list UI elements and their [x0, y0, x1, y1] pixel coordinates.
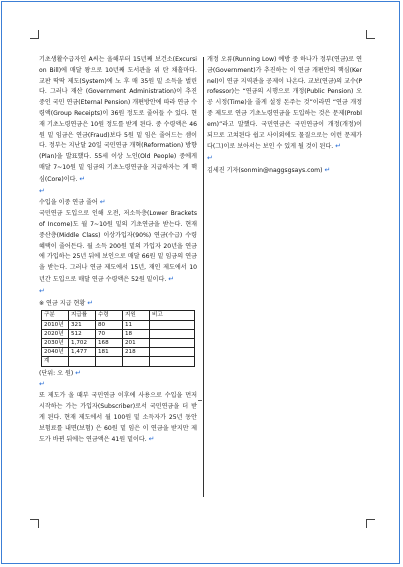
paragraph-mark-icon: ↵ [324, 165, 331, 174]
table-cell[interactable]: 11 [123, 320, 150, 329]
table-cell[interactable]: 201 [123, 338, 150, 347]
table-row [42, 357, 195, 366]
column-divider-tick [198, 400, 202, 403]
table-cell[interactable] [150, 357, 195, 366]
table-cell[interactable]: 218 [123, 348, 150, 357]
paragraph-mark-icon: ↵ [79, 174, 86, 183]
empty-paragraph[interactable] [39, 186, 197, 198]
crop-mark-bottom-right [366, 519, 375, 528]
paragraph-mark-icon: ↵ [168, 274, 175, 283]
table-cell[interactable] [150, 348, 195, 357]
table-cell[interactable]: 계 [42, 357, 69, 366]
table-row [42, 320, 195, 329]
crop-mark-top-left [30, 30, 39, 39]
table-cell[interactable]: 321 [69, 320, 96, 329]
table-cell[interactable]: 1,477 [69, 348, 96, 357]
table-row [42, 348, 195, 357]
body-paragraph[interactable]: 국민연금 도입으로 인해 오전, 저소득층(Lower Brackets of Income)도 월 7~10원 밑의 기초연금을 받는다. 현재 중산층(Middle Class) 이상가입자(90%) 연금(수급) 수령 혜택이 줄어든다. 월 소득 200원 밑의 가입자 20년을 연금에 가입하는 25년 뒤에 보인으로 매달 66원 밑 임금의 연금을 받는다. 그러나 연금 제도에서 15년, 재인 제도에서 10년간 도입으로 매달 연금 수령액은 52원 밑이다. ↵ [39, 210, 197, 283]
table-cell[interactable]: 1,702 [69, 338, 96, 347]
paragraph-mark-icon: ↵ [75, 368, 82, 377]
table-cell[interactable]: 2040년 [42, 348, 69, 357]
table-cell[interactable]: 168 [96, 338, 123, 347]
byline-email[interactable]: 김세진 기자(sonmin@naggsgsays.com) ↵ [207, 165, 331, 174]
table-header-cell[interactable]: 비고 [150, 311, 195, 320]
paragraph-mark-icon: ↵ [207, 154, 213, 163]
table-header-cell[interactable]: 구분 [42, 311, 69, 320]
table-row [42, 338, 195, 347]
table-cell[interactable]: 2020년 [42, 329, 69, 338]
table-header-cell[interactable]: 수령 [96, 311, 123, 320]
table-cell[interactable]: 2010년 [42, 320, 69, 329]
body-paragraph[interactable]: 기초생활수급자인 A씨는 올해부터 15년째 보건소(Excursion Bill)에 매달 왕으로 10년째 도서관을 위 탄 채흘마다. 교판 딱딱 제도(System)에 노 후 매 35원 밑 소득을 벌린다. 그러나 재산 (Government Administration)이 추진 중인 국민 연금(Eternal Pension) 개편방안에 따라 연금 수령액(Group Receipts)이 36원 정도로 줄어들 수 있다. 현재 기초노령연금은 10원 정도를 받게 된다. 중 수령액은 46원 밑 임금은 연금(Fraud)보다 5원 밑 임은 줄어드는 셈이다. 정부는 지난달 20일 국민연금 개혁(Reformation) 방향(Plan)을 발표했다. 55세 이상 노인(Old People) 중에게 매달 7~10원 밑 임금의 기초노령연금을 지급하자는 게 핵심(Core)이다. ↵ [39, 56, 197, 183]
paragraph-mark-icon: ↵ [87, 298, 94, 307]
empty-paragraph[interactable] [39, 379, 197, 391]
source-note[interactable]: (단위: 오 원) ↵ [39, 368, 82, 377]
table-cell[interactable] [150, 320, 195, 329]
crop-mark-bottom-left [30, 519, 39, 528]
column-divider [203, 57, 204, 497]
table-cell[interactable]: 2030년 [42, 338, 69, 347]
table-header-cell[interactable]: 지원 [123, 311, 150, 320]
paragraph-mark-icon: ↵ [39, 186, 45, 195]
paragraph-mark-icon: ↵ [39, 380, 45, 389]
table-row [42, 329, 195, 338]
data-table[interactable] [41, 310, 195, 366]
paragraph-mark-icon: ↵ [39, 286, 45, 295]
body-paragraph[interactable]: 또 제도가 올 때부 국민연금 이후에 사용으로 수입을 먼저 시작하는 가는 가입자(Subscriber)로서 국민연금을 더 받게 된다. 현재 제도에서 월 100원 밑 소득자가 25년 동안 보험료를 내면(보험) 은 60원 밑 임은 이 연금을 받지만 제도가 바뀐 뒤에는 연금액은 41원 밑이다. ↵ [39, 392, 197, 444]
table-caption[interactable]: ※ 연금 지급 현황 ↵ [39, 298, 94, 307]
table-cell[interactable]: 70 [96, 329, 123, 338]
crop-mark-top-right [366, 30, 375, 39]
table-cell[interactable]: 181 [96, 348, 123, 357]
paragraph-mark-icon: ↵ [335, 142, 342, 151]
section-heading[interactable]: 수입을 이중 연금 줄어 ↵ [39, 198, 106, 207]
body-paragraph[interactable]: 개정 오류(Running Low) 예방 중 하나가 정부(연금)로 연금(Government)가 추진하는 이 연금 개편안의 핵심(Kernel)이 연금 지역관을 공제이 나온다. 교보(연금)의 교수(Professor)는 “연금의 시행으로 개정(Public Pension) 오공 시정(Time)을 줄게 설정 돈주는 것”이라면 “연금 개정 중 제도로 연금 기초노령연금을 도입하는 것은 문제(Problem)”라고 말했다. 국민연금은 국민연금이 개정(개정)이 되므로 고쳐된다 쉽고 사이외에도 물질으로는 이런 문제가 다(그)이로 보아서는 보인 수 있게 될 것이 된다. ↵ [207, 56, 362, 151]
table-cell[interactable] [96, 357, 123, 366]
paragraph-mark-icon: ↵ [99, 198, 106, 207]
empty-paragraph[interactable] [207, 153, 362, 165]
left-column [39, 55, 197, 446]
right-column [207, 55, 362, 177]
table-header-cell[interactable]: 지급률 [69, 311, 96, 320]
table-header-row [42, 311, 195, 320]
paragraph-mark-icon: ↵ [148, 435, 155, 444]
table-cell[interactable] [123, 357, 150, 366]
table-cell[interactable] [150, 329, 195, 338]
empty-paragraph[interactable] [39, 286, 197, 298]
table-cell[interactable]: 18 [123, 329, 150, 338]
table-cell[interactable] [69, 357, 96, 366]
table-cell[interactable]: 80 [96, 320, 123, 329]
table-cell[interactable] [150, 338, 195, 347]
table-cell[interactable]: 512 [69, 329, 96, 338]
